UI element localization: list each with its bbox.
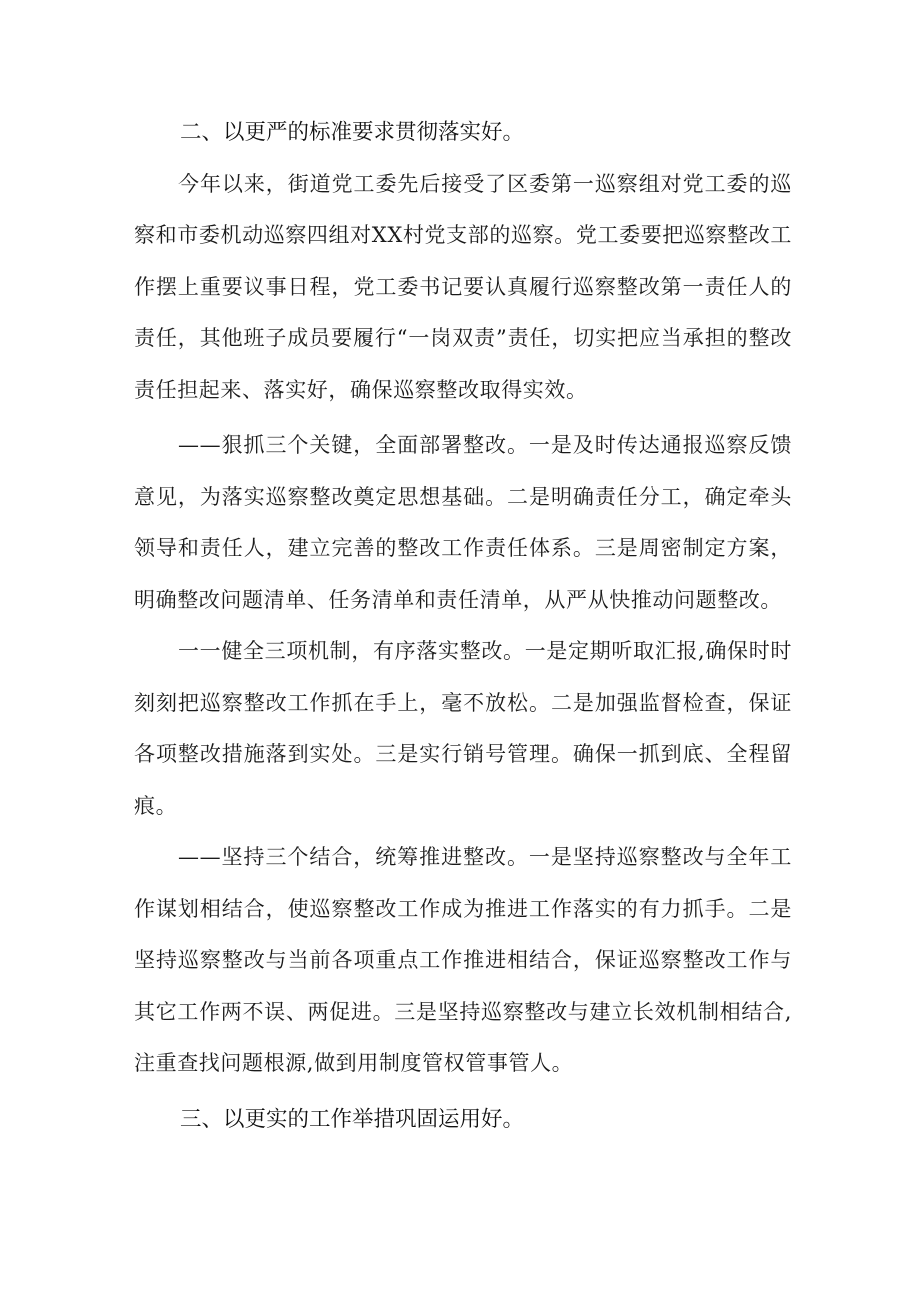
point-paragraph-1: ——狠抓三个关键，全面部署整改。一是及时传达通报巡察反馈意见，为落实巡察整改奠定思想基础。二是明确责任分工，确定牵头领导和责任人，建立完善的整改工作责任体系。三是周密制定方案，明确整改问题清单、任务清单和责任清单，从严从快推动问题整改。: [134, 433, 792, 612]
point-paragraph-3: ——坚持三个结合，统筹推进整改。一是坚持巡察整改与全年工作谋划相结合，使巡察整改工作成为推进工作落实的有力抓手。二是坚持巡察整改与当前各项重点工作推进相结合，保证巡察整改工作与其它工作两不误、两促进。三是坚持巡察整改与建立长效机制相结合,注重查找问题根源,做到用制度管权管事管人。: [134, 845, 792, 1075]
intro-paragraph: 今年以来，街道党工委先后接受了区委第一巡察组对党工委的巡察和市委机动巡察四组对XX村党支部的巡察。党工委要把巡察整改工作摆上重要议事日程，党工委书记要认真履行巡察整改第一责任人的责任，其他班子成员要履行“一岗双责”责任，切实把应当承担的整改责任担起来、落实好，确保巡察整改取得实效。: [134, 171, 792, 402]
section-heading-3: 三、以更实的工作举措巩固运用好。: [180, 1106, 525, 1132]
point-paragraph-2: 一一健全三项机制，有序落实整改。一是定期听取汇报,确保时时刻刻把巡察整改工作抓在手上，毫不放松。二是加强监督检查，保证各项整改措施落到实处。三是实行销号管理。确保一抓到底、全程留痕。: [134, 639, 792, 818]
document-body: [134, 107, 792, 1145]
section-heading-2: 二、以更严的标准要求贯彻落实好。: [180, 120, 525, 145]
